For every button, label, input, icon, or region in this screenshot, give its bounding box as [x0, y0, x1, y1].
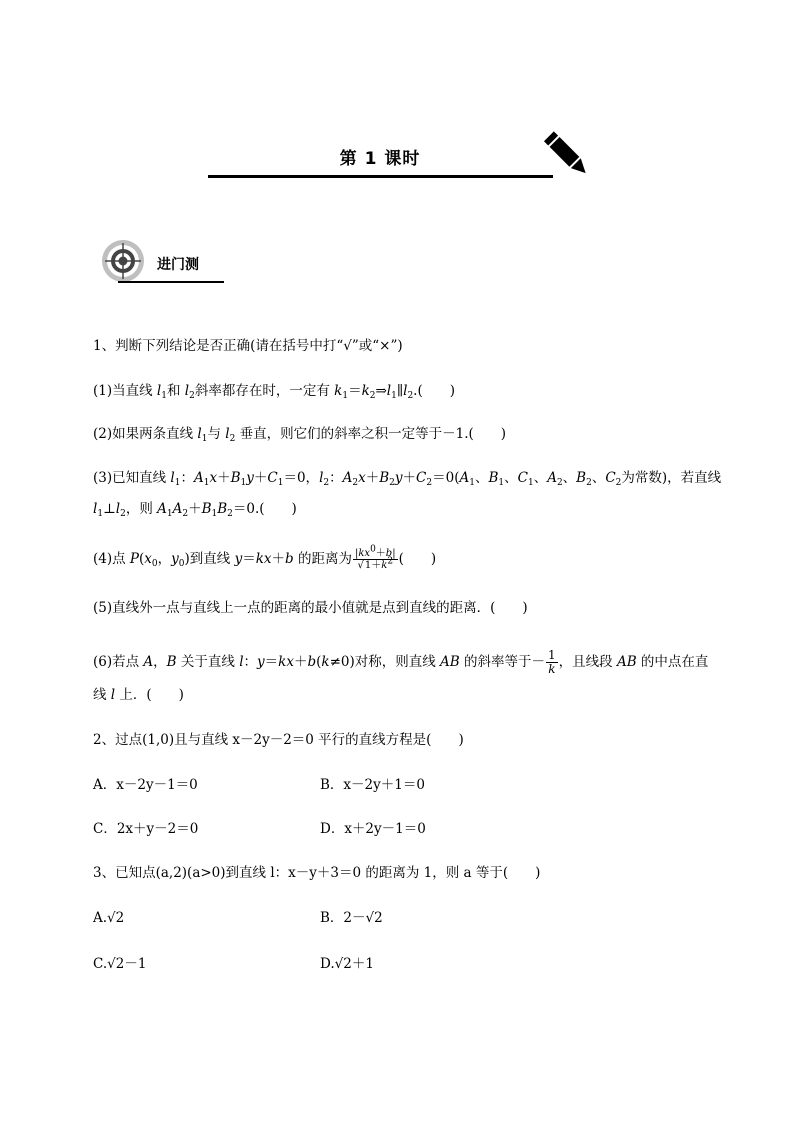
- title-underline: [208, 175, 553, 178]
- q1-item-3a: (3)已知直线 $l_1$：$A_1x+B_1y+C_1=0$，$l_2$：$A_2x+B_2y+C_2=0(A_1$、$B_1$、$C_1$、$A_2$、$B_2$、$C_2$为常数)，若直线: [93, 470, 722, 488]
- q2-option-c: C．2x＋y－2＝0: [93, 821, 199, 837]
- q1-item-6b: 线 l 上．( ): [93, 687, 184, 703]
- target-icon: [100, 238, 146, 284]
- q3-option-a: A.√2: [93, 910, 125, 926]
- q1-item-3b: $l_1\perp l_2$，则 $A_1A_2+B_1B_2=0$.( ): [93, 501, 297, 519]
- q1-stem: 1、判断下列结论是否正确(请在括号中打“√”或“×”): [93, 338, 403, 354]
- q3-stem: 3、已知点(a,2)(a>0)到直线 l：x－y＋3＝0 的距离为 1，则 a 等于( ): [93, 865, 541, 881]
- q2-option-b: B．x－2y＋1＝0: [320, 777, 425, 793]
- section-label: 进门测: [157, 257, 199, 273]
- q2-option-d: D．x＋2y－1＝0: [320, 821, 426, 837]
- section-underline: [118, 281, 224, 283]
- q3-option-c: C.√2－1: [93, 956, 147, 972]
- q1-item-1: (1)当直线 $l_1$和 $l_2$斜率都存在时，一定有 $k_1=k_2\Rightarrow l_1\parallel l_2$.( ): [93, 383, 455, 401]
- q2-stem: 2、过点(1,0)且与直线 x－2y－2＝0 平行的直线方程是( ): [93, 732, 464, 748]
- q3-option-d: D.√2＋1: [320, 956, 374, 972]
- q1-item-4: (4)点 $P(x_0$，$y_0$)到直线 y＝kx＋b 的距离为 $\frac{|kx^0+b|}{√1+k^2}$ ( ): [93, 544, 437, 571]
- q1-item-5: (5)直线外一点与直线上一点的距离的最小值就是点到直线的距离．( ): [93, 600, 528, 616]
- q1-item-6a: (6)若点 A，B 关于直线 l：y＝kx＋b(k≠0)对称，则直线 AB 的斜率等于－ $\frac{1}{k}$ ，且线段 AB 的中点在直: [93, 648, 709, 676]
- q2-option-a: A．x－2y－1＝0: [93, 777, 198, 793]
- q3-option-b: B．2－√2: [320, 910, 383, 926]
- page-title: 第 1 课时: [339, 149, 421, 169]
- q1-item-2: (2)如果两条直线 $l_1$与 $l_2$ 垂直，则它们的斜率之积一定等于－1.( ): [93, 426, 507, 444]
- pencil-icon: [540, 126, 596, 182]
